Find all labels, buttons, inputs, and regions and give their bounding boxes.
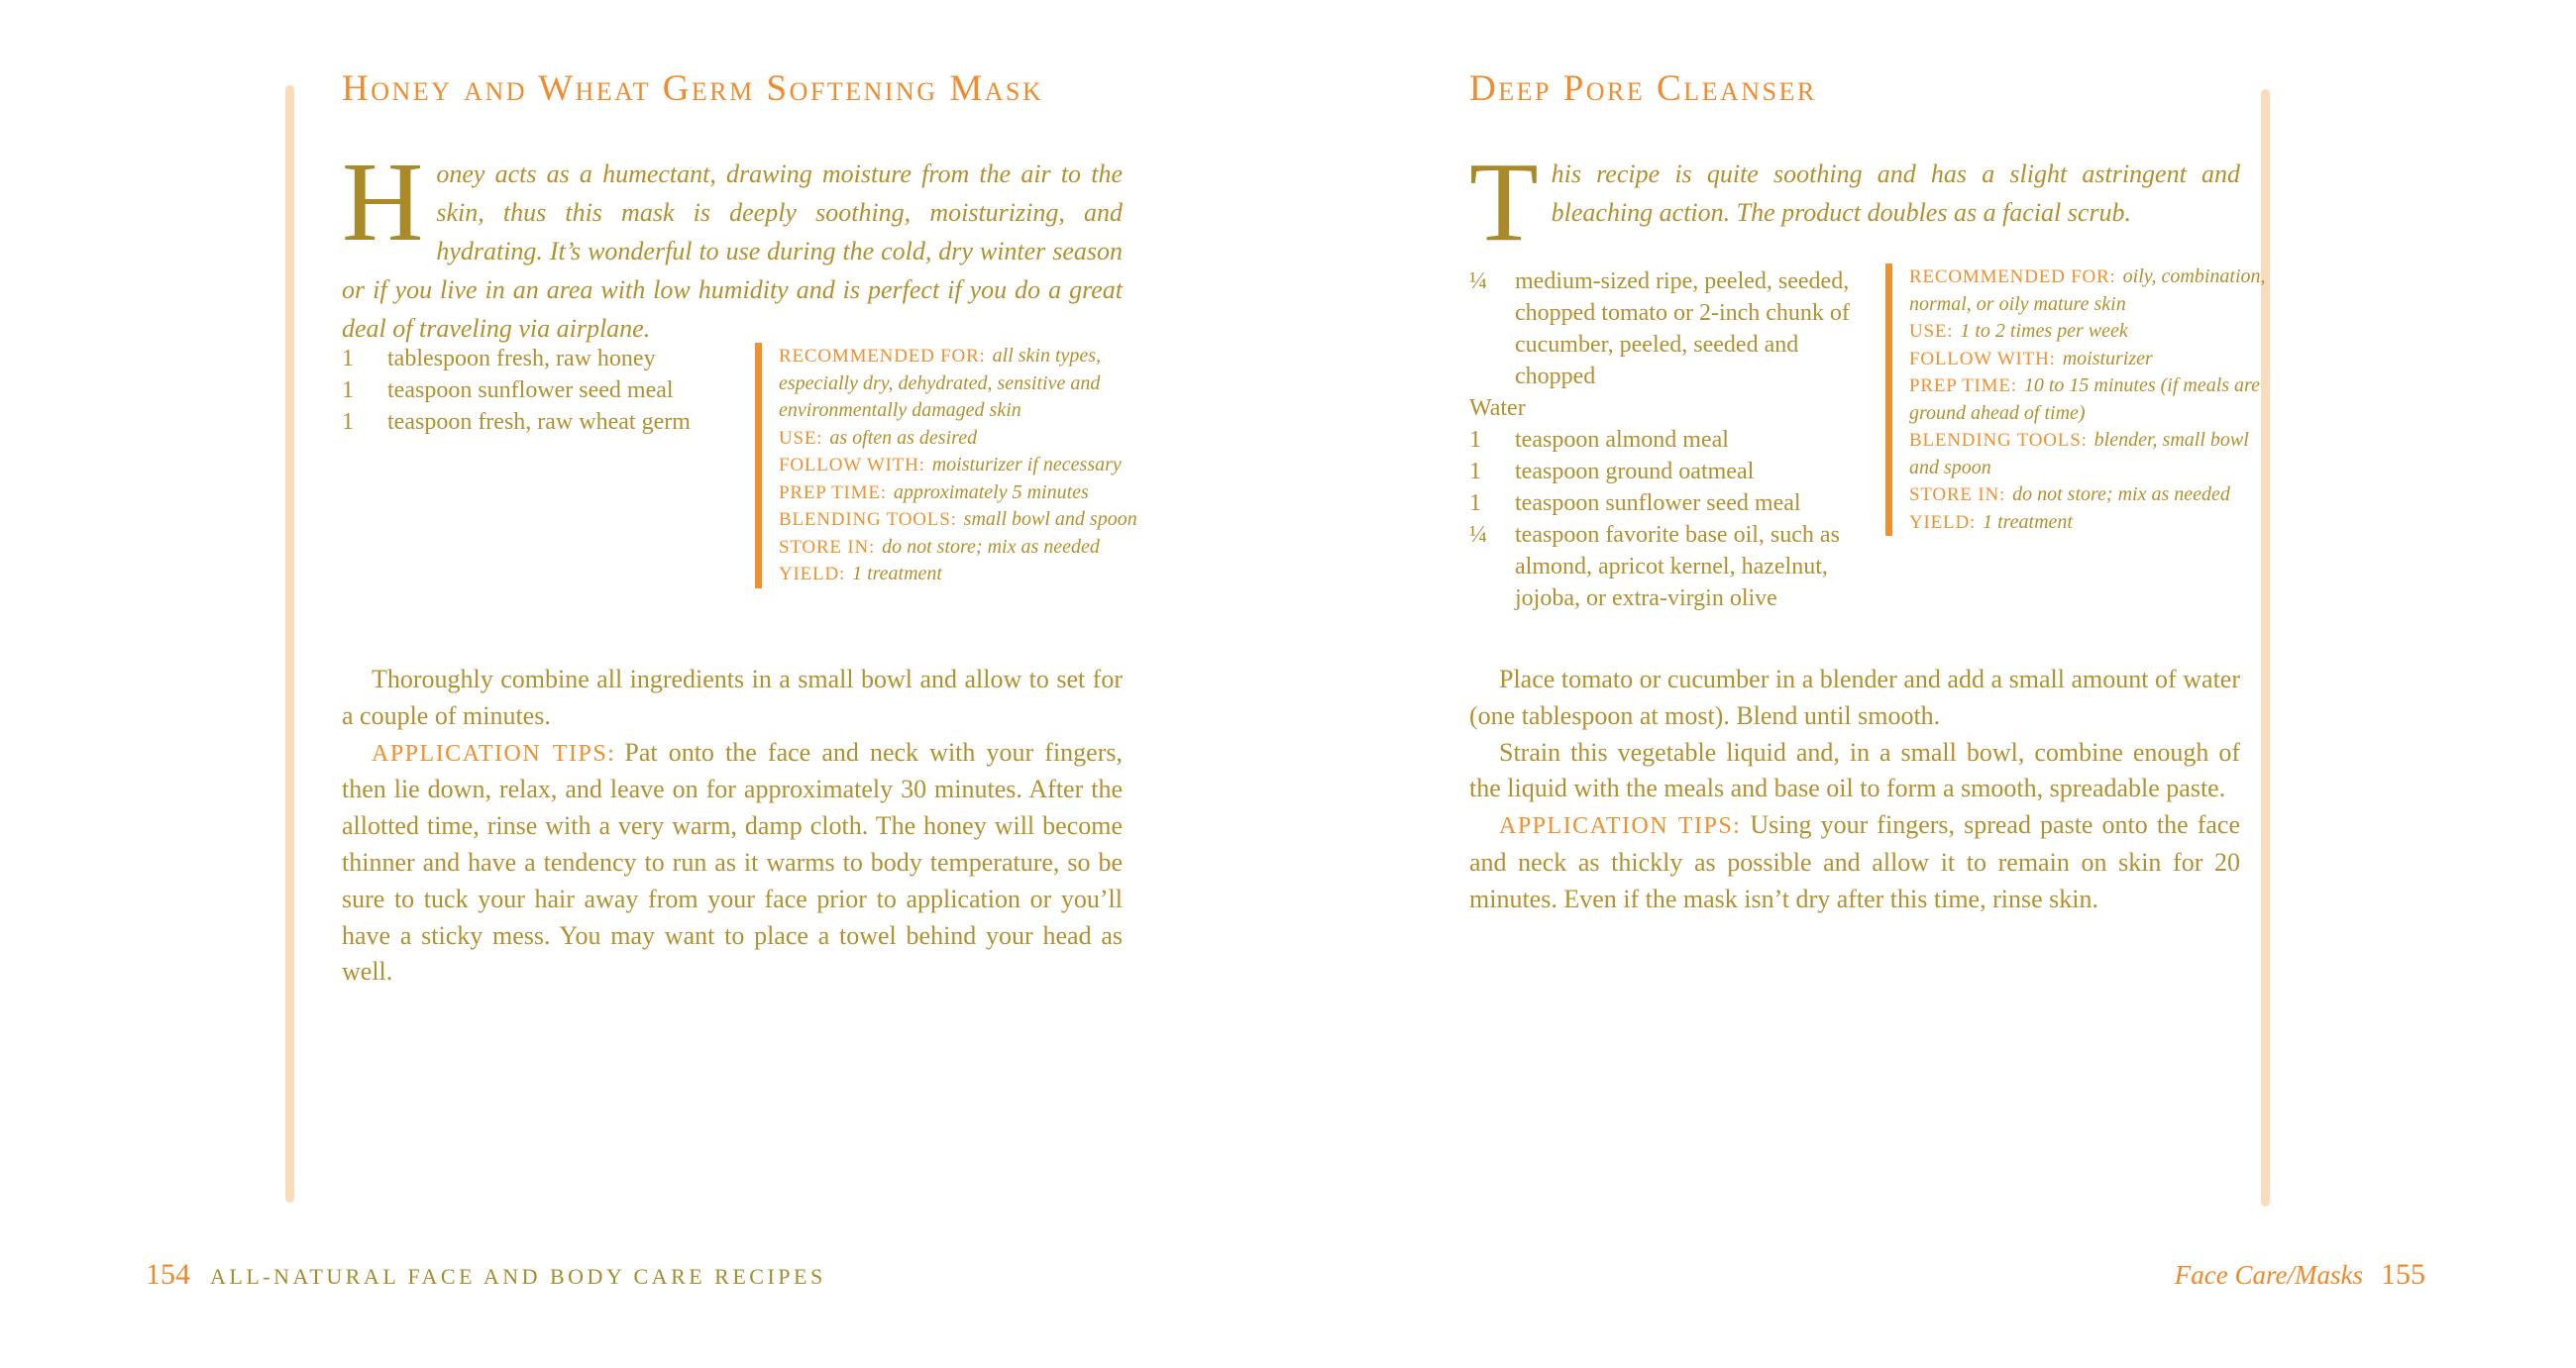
sidebar-value: all skin types, especially dry, dehydrated, sensitive and environmentally damaged skin [779,345,1102,421]
dropcap-h: H [342,139,424,264]
ingredient-qty: 1 [1469,427,1481,453]
ingredient-row [342,406,748,438]
page-number-right: 155 [2381,1258,2425,1291]
ingredient-row [342,374,748,406]
dropcap-t: T [1469,139,1539,264]
ingredient-text: teaspoon favorite base oil, such as almond, apricot kernel, hazelnut, jojoba, or extra-virgin olive [1515,522,1840,611]
sidebar-entry [1909,318,2276,346]
sidebar-entry [1909,509,2276,537]
recipe-instructions-left [342,662,1123,991]
recipe-title-honey-mask: Honey and Wheat Germ Softening Mask [342,68,1044,109]
right-page-footer [2175,1258,2425,1292]
sidebar-entry [1909,346,2276,373]
application-tips-label: APPLICATION TIPS: [372,740,616,767]
left-page-footer [146,1258,826,1292]
sidebar-value: do not store; mix as needed [882,535,1100,558]
instruction-paragraph: Place tomato or cucumber in a blender and add a small amount of water (one tablespoon at most). Blend until smooth. [1469,665,2240,730]
ingredient-text: teaspoon almond meal [1515,427,1729,453]
sidebar-value: blender, small bowl and spoon [1909,429,2249,478]
page-number-left: 154 [146,1258,190,1291]
ingredient-row [1469,456,1870,487]
sidebar-entry [779,506,1140,534]
sidebar-label: RECOMMENDED FOR: [779,346,986,367]
sidebar-entry [779,343,1140,425]
ingredient-text: teaspoon sunflower seed meal [387,377,674,403]
recipe-instructions-right [1469,662,2240,918]
instruction-paragraph [342,735,1123,992]
running-title: ALL-NATURAL FACE AND BODY CARE RECIPES [210,1264,826,1289]
ingredient-text: Water [1469,395,1526,421]
recipe-intro-left [342,139,1123,348]
right-page-decorative-rule [2261,89,2270,1207]
recipe-info-sidebar-left [755,343,1140,588]
ingredient-qty: 1 [1469,459,1481,484]
ingredient-text: teaspoon sunflower seed meal [1515,490,1801,516]
sidebar-label: BLENDING TOOLS: [1909,430,2088,451]
ingredient-qty: 1 [342,409,354,435]
sidebar-value: small bowl and spoon [963,508,1137,530]
recipe-info-sidebar-right [1885,263,2276,536]
sidebar-label: USE: [1909,321,1954,342]
sidebar-entry [1909,427,2276,481]
left-page-decorative-rule [285,85,294,1203]
application-tips-label: APPLICATION TIPS: [1499,813,1742,840]
ingredient-row [1469,519,1870,614]
ingredient-qty: 1 [342,377,354,403]
ingredient-list-left [342,343,748,438]
sidebar-value: moisturizer [2062,347,2153,369]
ingredient-text: medium-sized ripe, peeled, seeded, chopped tomato or 2-inch chunk of cucumber, peeled, seeded and chopped [1515,268,1850,389]
instruction-paragraph: Strain this vegetable liquid and, in a small bowl, combine enough of the liquid with the meals and base oil to form a smooth, spreadable paste. [1469,737,2240,803]
ingredient-qty: 1 [342,346,354,371]
ingredient-qty: 1 [1469,490,1481,516]
intro-text-left: oney acts as a humectant, drawing moisture from the air to the skin, thus this mask is deeply soothing, moisturizing, and hydrating. It’s wonderful to use during the cold, dry winter season or if you live in an area with low humidity and is perfect if you do a great deal of traveling via airplane. [342,159,1123,343]
ingredient-row [342,343,748,374]
recipe-title-deep-pore-cleanser: Deep Pore Cleanser [1469,68,1817,109]
sidebar-entry [779,452,1140,479]
ingredient-row [1469,392,1870,424]
sidebar-label: FOLLOW WITH: [779,455,925,475]
ingredient-row [1469,424,1870,456]
sidebar-value: do not store; mix as needed [2012,483,2230,505]
ingredient-text: teaspoon ground oatmeal [1515,459,1755,484]
sidebar-label: PREP TIME: [1909,375,2017,396]
instruction-text: Using your fingers, spread paste onto the face and neck as thickly as possible and allow it to remain on skin for 20 minutes. Even if the mask isn’t dry after this time, rinse skin. [1469,810,2240,913]
sidebar-label: STORE IN: [779,536,876,558]
ingredient-qty: ¼ [1469,268,1487,294]
intro-text-right: his recipe is quite soothing and has a slight astringent and bleaching action. The product doubles as a facial scrub. [1551,159,2240,227]
sidebar-value: oily, combination, normal, or oily mature skin [1909,265,2266,315]
sidebar-entry [779,534,1140,562]
sidebar-value: moisturizer if necessary [931,454,1122,475]
sidebar-label: YIELD: [779,564,846,584]
sidebar-label: BLENDING TOOLS: [779,509,957,530]
sidebar-label: PREP TIME: [779,481,887,503]
ingredient-row [1469,265,1870,392]
ingredient-row [1469,487,1870,519]
ingredient-text: tablespoon fresh, raw honey [387,346,656,371]
sidebar-entry [779,425,1140,453]
instruction-text: Pat onto the face and neck with your fingers, then lie down, relax, and leave on for approximately 30 minutes. After the allotted time, rinse with a very warm, damp cloth. The honey will become thinner and have a tendency to run as it warms to body temperature, so be sure to tuck your hair away from your face prior to application or you’ll have a sticky mess. You may want to place a towel behind your head as well. [342,737,1123,987]
instruction-paragraph [1469,807,2240,917]
ingredient-text: teaspoon fresh, raw wheat germ [387,409,691,435]
sidebar-value: 1 treatment [1983,510,2073,533]
sidebar-value: 1 treatment [852,563,942,584]
recipe-intro-right [1469,139,2240,264]
sidebar-entry [1909,263,2276,318]
sidebar-value: 10 to 15 minutes (if meals are ground ahead of time) [1909,374,2260,424]
ingredient-qty: ¼ [1469,522,1487,548]
sidebar-entry [779,561,1140,588]
sidebar-label: RECOMMENDED FOR: [1909,266,2116,287]
sidebar-entry [1909,481,2276,509]
sidebar-label: STORE IN: [1909,484,2006,505]
sidebar-value: as often as desired [829,426,978,449]
sidebar-label: USE: [779,427,823,449]
sidebar-entry [1909,372,2276,427]
section-title: Face Care/Masks [2174,1260,2363,1290]
sidebar-entry [779,479,1140,507]
sidebar-value: approximately 5 minutes [893,480,1089,503]
ingredient-list-right [1469,265,1870,614]
sidebar-value: 1 to 2 times per week [1960,320,2128,342]
instruction-paragraph: Thoroughly combine all ingredients in a small bowl and allow to set for a couple of minutes. [342,665,1123,730]
sidebar-label: YIELD: [1909,511,1977,533]
sidebar-label: FOLLOW WITH: [1909,348,2056,369]
